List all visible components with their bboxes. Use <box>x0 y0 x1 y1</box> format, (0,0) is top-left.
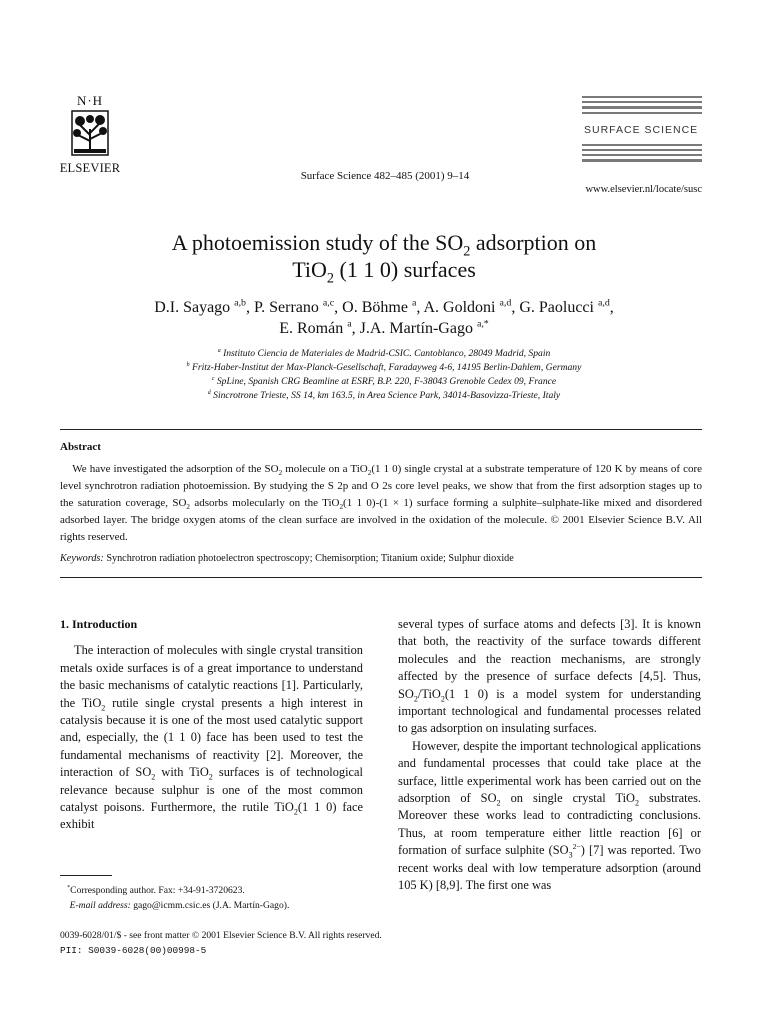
affiliation-a: $^a$ Instituto Ciencia de Materiales de Madrid-CSIC. Cantoblanco, 28049 Madrid, Spain <box>217 347 551 359</box>
copyright-info <box>60 929 560 958</box>
author: D.I. Sayago <box>154 299 231 316</box>
pii: PII: S0039-6028(00)00998-5 <box>60 944 207 956</box>
paper-title: A photoemission study of the $SO_2$ adsorption on TiO$_2$ (1 1 0) surfaces <box>171 230 597 287</box>
author: P. Serrano <box>254 299 319 316</box>
email-link[interactable]: gago@icmm.csic.es (J.A. Martín-Gago). <box>130 900 290 911</box>
author-list: D.I. Sayago $^{a,b}$, P. Serrano $^{a,c}$, O. Böhme $^a$, A. Goldoni $^{a,d}$, G. Paolucci $^{a,d}$, E. Román $^a$, J.A. Martín-Gago $^{a,*}$ <box>154 297 614 337</box>
section-heading: 1. Introduction <box>60 617 138 631</box>
journal-reference: Surface Science 482–485 (2001) 9–14 <box>300 170 470 182</box>
author: G. Paolucci <box>519 299 594 316</box>
left-column <box>60 616 363 834</box>
abstract-heading: Abstract <box>60 441 101 453</box>
journal-name: SURFACE SCIENCE <box>584 123 699 136</box>
affiliation-d: $^d$ Sincrotrone Trieste, SS 14, km 163.5, in Area Science Park, 34014-Basovizza-Trieste, Italy <box>207 389 561 401</box>
journal-url[interactable]: www.elsevier.nl/locate/susc <box>585 184 702 195</box>
author: E. Román <box>279 320 344 337</box>
logo-monogram: N·H <box>76 93 104 108</box>
author: J.A. Martín-Gago <box>359 320 473 337</box>
paragraph: The interaction of molecules with single crystal transition metals oxide surfaces is of a great importance to understand the basic mechanisms of catalytic reactions [1]. Particularly, the TiO$_2$ rutile single crystal presents a high interest in catalysis because it is one of the most used catalytic support and, especially, the (1 1 0) face has been used to test the fundamental mechanisms of reactivity [2]. Moreover, the interaction of $SO_2$ with TiO$_2$ surfaces is of technological relevance because sulphur is one of the most common catalyst poisons. Furthermore, the rutile TiO$_2$(1 1 0) face exhibit <box>60 643 363 832</box>
author: O. Böhme <box>342 299 408 316</box>
keywords: Keywords: Synchrotron radiation photoelectron spectroscopy; Chemisorption; Titanium oxide; Sulphur dioxide <box>60 553 514 564</box>
affiliations <box>60 347 708 403</box>
affiliation-b: $^b$ Fritz-Haber-Institut der Max-Planck-Gesellschaft, Faradayweg 4-6, 14195 Berlin-Dahlem, Germany <box>186 361 582 373</box>
elsevier-logo <box>58 93 122 176</box>
front-matter: 0039-6028/01/$ - see front matter © 2001 Elsevier Science B.V. All rights reserved. <box>60 930 382 941</box>
footnote-rule <box>60 875 112 876</box>
affiliation-c: $^c$ SpLine, Spanish CRG Beamline at ESRF, B.P. 220, F-38043 Grenoble Cedex 09, France <box>211 375 557 387</box>
divider <box>60 577 702 578</box>
right-column <box>398 616 701 895</box>
author: A. Goldoni <box>423 299 496 316</box>
paragraph: several types of surface atoms and defects [3]. It is known that both, the reactivity of the surface towards different molecules and the reaction mechanisms, are strongly affected by the presence of surface defects [4,5]. Thus, $SO_2/TiO_2(1$ 1 0) is a model system for understanding important technological and fundamental processes related to gas adsorption on insulating surfaces. <box>398 617 701 736</box>
elsevier-tree-icon <box>68 109 112 159</box>
abstract-body: We have investigated the adsorption of the $SO_2$ molecule on a TiO$_2$(1 1 0) single crystal at a substrate temperature of 120 K by means of core level synchrotron radiation photoemission. By studying the S 2p and O 2s core level peaks, we show that from the first adsorption stages up to the saturation coverage, $SO_2$ adsorbs molecularly on the TiO$_2$(1 1 0)-(1 × 1) surface forming a sulphite–sulphate-like mixed and disordered adsorbed layer. The bridge oxygen atoms of the clean surface are involved in the oxidation of the molecule. © 2001 Elsevier Science B.V. All rights reserved. <box>60 463 703 543</box>
paragraph: However, despite the important technological applications and fundamental processes that could take place at the surface, little experimental work has been carried out on the adsorption of $SO_2$ on single crystal TiO$_2$ substrates. Moreover these works lead to contradicting conclusions. Thus, at room temperature either little reaction [6] or formation of surface sulphite $(SO_3^{2-})$ [7] was reported. Two recent works deal with low temperature adsorption (around 105 K) [8,9]. The first one was <box>398 738 702 893</box>
publisher-name: ELSEVIER <box>59 161 121 175</box>
journal-banner <box>582 96 702 165</box>
footnote: *Corresponding author. Fax: +34-91-3720623. E-mail address: gago@icmm.csic.es (J.A. Martín-Gago). <box>67 884 290 911</box>
divider <box>60 429 702 430</box>
